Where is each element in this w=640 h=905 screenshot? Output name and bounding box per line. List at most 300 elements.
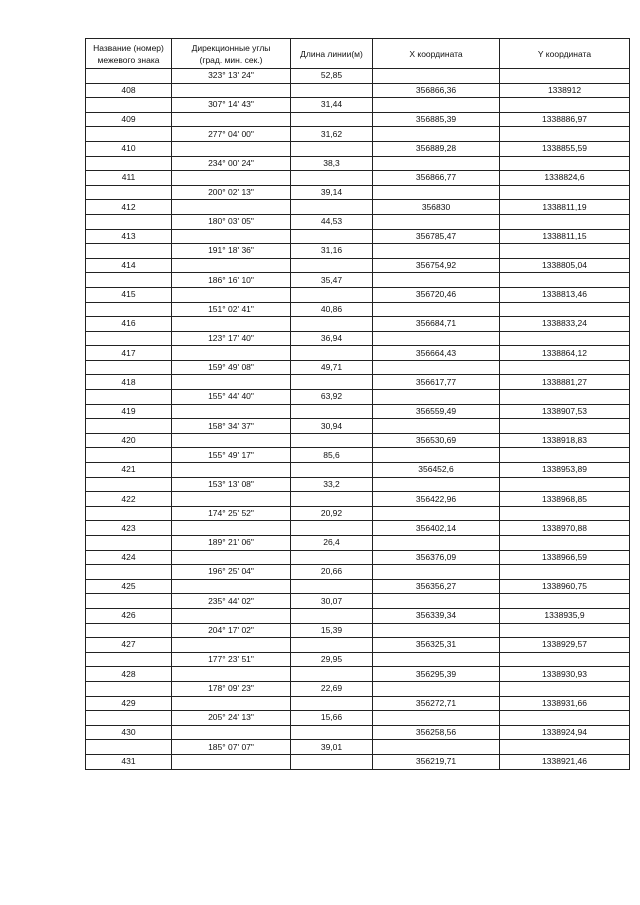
line-length-cell xyxy=(291,492,373,507)
point-name-cell xyxy=(86,302,172,317)
x-coordinate-cell xyxy=(373,652,500,667)
y-coordinate-cell xyxy=(500,302,630,317)
direction-angle-cell: 185° 07' 07" xyxy=(172,740,291,755)
segment-row xyxy=(86,185,630,200)
point-name-cell xyxy=(86,244,172,259)
y-coordinate-cell: 1338921,46 xyxy=(500,754,630,769)
segment-row xyxy=(86,360,630,375)
point-name-cell xyxy=(86,565,172,580)
x-coordinate-cell: 356258,56 xyxy=(373,725,500,740)
point-name-cell xyxy=(86,681,172,696)
direction-angle-cell xyxy=(172,521,291,536)
point-name-cell: 418 xyxy=(86,375,172,390)
x-coordinate-cell xyxy=(373,419,500,434)
point-name-cell: 422 xyxy=(86,492,172,507)
y-coordinate-cell xyxy=(500,244,630,259)
line-length-cell xyxy=(291,667,373,682)
y-coordinate-cell: 1338930,93 xyxy=(500,667,630,682)
point-row xyxy=(86,433,630,448)
segment-row xyxy=(86,127,630,142)
line-length-cell xyxy=(291,696,373,711)
header-direction-angle-line1: Дирекционные углы xyxy=(191,42,271,53)
y-coordinate-cell xyxy=(500,594,630,609)
point-name-cell: 411 xyxy=(86,171,172,186)
segment-row xyxy=(86,652,630,667)
y-coordinate-cell: 1338918,83 xyxy=(500,433,630,448)
line-length-cell xyxy=(291,317,373,332)
point-row xyxy=(86,287,630,302)
y-coordinate-cell: 1338811,19 xyxy=(500,200,630,215)
point-row xyxy=(86,754,630,769)
line-length-cell: 26,4 xyxy=(291,536,373,551)
line-length-cell: 30,94 xyxy=(291,419,373,434)
line-length-cell: 29,95 xyxy=(291,652,373,667)
point-name-cell: 412 xyxy=(86,200,172,215)
x-coordinate-cell: 356866,77 xyxy=(373,171,500,186)
y-coordinate-cell xyxy=(500,156,630,171)
point-row xyxy=(86,608,630,623)
direction-angle-cell xyxy=(172,83,291,98)
x-coordinate-cell: 356885,39 xyxy=(373,112,500,127)
line-length-cell xyxy=(291,229,373,244)
header-point-name-line2: межевого знака xyxy=(97,54,160,65)
direction-angle-cell: 205° 24' 13" xyxy=(172,711,291,726)
y-coordinate-cell: 1338953,89 xyxy=(500,463,630,478)
segment-row xyxy=(86,740,630,755)
direction-angle-cell: 174° 25' 52" xyxy=(172,506,291,521)
segment-row xyxy=(86,565,630,580)
y-coordinate-cell: 1338864,12 xyxy=(500,346,630,361)
point-name-cell xyxy=(86,185,172,200)
point-name-cell: 431 xyxy=(86,754,172,769)
y-coordinate-cell: 1338929,57 xyxy=(500,638,630,653)
x-coordinate-cell xyxy=(373,711,500,726)
header-direction-angle-line2: (град. мин. сек.) xyxy=(199,54,263,65)
y-coordinate-cell: 1338924,94 xyxy=(500,725,630,740)
direction-angle-cell: 155° 44' 40" xyxy=(172,390,291,405)
point-name-cell xyxy=(86,623,172,638)
direction-angle-cell: 177° 23' 51" xyxy=(172,652,291,667)
y-coordinate-cell: 1338935,9 xyxy=(500,608,630,623)
direction-angle-cell: 323° 13' 24" xyxy=(172,69,291,84)
direction-angle-cell xyxy=(172,287,291,302)
point-name-cell: 428 xyxy=(86,667,172,682)
point-row xyxy=(86,229,630,244)
x-coordinate-cell xyxy=(373,302,500,317)
point-name-cell: 417 xyxy=(86,346,172,361)
y-coordinate-cell: 1338966,59 xyxy=(500,550,630,565)
line-length-cell: 85,6 xyxy=(291,448,373,463)
line-length-cell xyxy=(291,200,373,215)
direction-angle-cell xyxy=(172,141,291,156)
line-length-cell: 44,53 xyxy=(291,214,373,229)
point-name-cell: 414 xyxy=(86,258,172,273)
line-length-cell xyxy=(291,579,373,594)
header-point-name xyxy=(86,39,172,69)
segment-row xyxy=(86,390,630,405)
header-row xyxy=(86,39,630,69)
header-y-coordinate: Y координата xyxy=(500,39,630,69)
line-length-cell xyxy=(291,638,373,653)
segment-row xyxy=(86,273,630,288)
x-coordinate-cell xyxy=(373,156,500,171)
segment-row xyxy=(86,156,630,171)
point-name-cell: 423 xyxy=(86,521,172,536)
x-coordinate-cell: 356325,31 xyxy=(373,638,500,653)
direction-angle-cell: 178° 09' 23" xyxy=(172,681,291,696)
x-coordinate-cell xyxy=(373,594,500,609)
line-length-cell: 36,94 xyxy=(291,331,373,346)
point-name-cell xyxy=(86,98,172,113)
line-length-cell: 15,66 xyxy=(291,711,373,726)
header-x-coordinate: X координата xyxy=(373,39,500,69)
point-row xyxy=(86,258,630,273)
point-name-cell: 419 xyxy=(86,404,172,419)
line-length-cell xyxy=(291,258,373,273)
line-length-cell xyxy=(291,83,373,98)
y-coordinate-cell: 1338824,6 xyxy=(500,171,630,186)
x-coordinate-cell: 356866,36 xyxy=(373,83,500,98)
direction-angle-cell xyxy=(172,550,291,565)
point-name-cell: 416 xyxy=(86,317,172,332)
y-coordinate-cell: 1338968,85 xyxy=(500,492,630,507)
y-coordinate-cell xyxy=(500,565,630,580)
line-length-cell: 40,86 xyxy=(291,302,373,317)
x-coordinate-cell: 356356,27 xyxy=(373,579,500,594)
line-length-cell: 31,44 xyxy=(291,98,373,113)
y-coordinate-cell xyxy=(500,652,630,667)
line-length-cell xyxy=(291,171,373,186)
line-length-cell: 39,14 xyxy=(291,185,373,200)
y-coordinate-cell: 1338886,97 xyxy=(500,112,630,127)
direction-angle-cell: 307° 14' 43" xyxy=(172,98,291,113)
header-point-name-line1: Название (номер) xyxy=(93,42,164,53)
point-name-cell xyxy=(86,536,172,551)
y-coordinate-cell: 1338960,75 xyxy=(500,579,630,594)
line-length-cell xyxy=(291,287,373,302)
direction-angle-cell: 234° 00' 24" xyxy=(172,156,291,171)
point-row xyxy=(86,83,630,98)
direction-angle-cell: 196° 25' 04" xyxy=(172,565,291,580)
segment-row xyxy=(86,214,630,229)
x-coordinate-cell xyxy=(373,98,500,113)
point-name-cell xyxy=(86,448,172,463)
direction-angle-cell: 158° 34' 37" xyxy=(172,419,291,434)
x-coordinate-cell: 356664,43 xyxy=(373,346,500,361)
point-row xyxy=(86,463,630,478)
line-length-cell: 15,39 xyxy=(291,623,373,638)
line-length-cell: 35,47 xyxy=(291,273,373,288)
y-coordinate-cell xyxy=(500,448,630,463)
segment-row xyxy=(86,711,630,726)
line-length-cell xyxy=(291,608,373,623)
point-name-cell: 415 xyxy=(86,287,172,302)
segment-row xyxy=(86,419,630,434)
x-coordinate-cell: 356376,09 xyxy=(373,550,500,565)
direction-angle-cell xyxy=(172,667,291,682)
point-row xyxy=(86,317,630,332)
x-coordinate-cell: 356339,34 xyxy=(373,608,500,623)
direction-angle-cell: 180° 03' 05" xyxy=(172,214,291,229)
line-length-cell xyxy=(291,521,373,536)
point-row xyxy=(86,725,630,740)
line-length-cell: 20,66 xyxy=(291,565,373,580)
line-length-cell xyxy=(291,725,373,740)
point-row xyxy=(86,375,630,390)
line-length-cell: 49,71 xyxy=(291,360,373,375)
direction-angle-cell xyxy=(172,492,291,507)
point-name-cell xyxy=(86,127,172,142)
point-row xyxy=(86,346,630,361)
point-name-cell: 420 xyxy=(86,433,172,448)
x-coordinate-cell xyxy=(373,244,500,259)
point-name-cell: 409 xyxy=(86,112,172,127)
boundary-points-table xyxy=(85,38,630,770)
direction-angle-cell xyxy=(172,375,291,390)
y-coordinate-cell xyxy=(500,360,630,375)
y-coordinate-cell xyxy=(500,623,630,638)
x-coordinate-cell xyxy=(373,448,500,463)
y-coordinate-cell xyxy=(500,536,630,551)
x-coordinate-cell: 356785,47 xyxy=(373,229,500,244)
y-coordinate-cell xyxy=(500,331,630,346)
direction-angle-cell: 151° 02' 41" xyxy=(172,302,291,317)
direction-angle-cell xyxy=(172,754,291,769)
direction-angle-cell: 155° 49' 17" xyxy=(172,448,291,463)
point-name-cell xyxy=(86,331,172,346)
x-coordinate-cell: 356530,69 xyxy=(373,433,500,448)
point-row xyxy=(86,171,630,186)
line-length-cell xyxy=(291,141,373,156)
point-name-cell: 426 xyxy=(86,608,172,623)
y-coordinate-cell xyxy=(500,740,630,755)
y-coordinate-cell xyxy=(500,711,630,726)
point-row xyxy=(86,404,630,419)
segment-row xyxy=(86,448,630,463)
line-length-cell: 63,92 xyxy=(291,390,373,405)
x-coordinate-cell xyxy=(373,273,500,288)
y-coordinate-cell: 1338813,46 xyxy=(500,287,630,302)
direction-angle-cell: 200° 02' 13" xyxy=(172,185,291,200)
x-coordinate-cell xyxy=(373,69,500,84)
table-body xyxy=(86,69,630,770)
point-name-cell xyxy=(86,390,172,405)
point-name-cell xyxy=(86,419,172,434)
line-length-cell xyxy=(291,404,373,419)
x-coordinate-cell: 356684,71 xyxy=(373,317,500,332)
point-row xyxy=(86,492,630,507)
line-length-cell xyxy=(291,550,373,565)
point-row xyxy=(86,550,630,565)
direction-angle-cell: 204° 17' 02" xyxy=(172,623,291,638)
header-direction-angle xyxy=(172,39,291,69)
x-coordinate-cell xyxy=(373,506,500,521)
segment-row xyxy=(86,623,630,638)
y-coordinate-cell xyxy=(500,214,630,229)
table-header xyxy=(86,39,630,69)
point-row xyxy=(86,638,630,653)
line-length-cell: 30,07 xyxy=(291,594,373,609)
x-coordinate-cell xyxy=(373,127,500,142)
x-coordinate-cell xyxy=(373,390,500,405)
segment-row xyxy=(86,594,630,609)
point-name-cell: 413 xyxy=(86,229,172,244)
y-coordinate-cell: 1338970,88 xyxy=(500,521,630,536)
point-name-cell: 408 xyxy=(86,83,172,98)
x-coordinate-cell: 356422,96 xyxy=(373,492,500,507)
y-coordinate-cell xyxy=(500,681,630,696)
point-row xyxy=(86,696,630,711)
y-coordinate-cell xyxy=(500,419,630,434)
point-name-cell xyxy=(86,273,172,288)
point-name-cell xyxy=(86,740,172,755)
line-length-cell xyxy=(291,754,373,769)
segment-row xyxy=(86,98,630,113)
segment-row xyxy=(86,244,630,259)
x-coordinate-cell xyxy=(373,565,500,580)
point-name-cell xyxy=(86,506,172,521)
y-coordinate-cell xyxy=(500,98,630,113)
direction-angle-cell: 235° 44' 02" xyxy=(172,594,291,609)
x-coordinate-cell: 356272,71 xyxy=(373,696,500,711)
line-length-cell: 52,85 xyxy=(291,69,373,84)
direction-angle-cell xyxy=(172,346,291,361)
point-row xyxy=(86,112,630,127)
point-name-cell: 430 xyxy=(86,725,172,740)
point-name-cell xyxy=(86,652,172,667)
direction-angle-cell: 189° 21' 06" xyxy=(172,536,291,551)
segment-row xyxy=(86,681,630,696)
x-coordinate-cell xyxy=(373,477,500,492)
point-row xyxy=(86,200,630,215)
direction-angle-cell xyxy=(172,258,291,273)
direction-angle-cell xyxy=(172,638,291,653)
x-coordinate-cell: 356889,28 xyxy=(373,141,500,156)
point-name-cell xyxy=(86,69,172,84)
x-coordinate-cell xyxy=(373,623,500,638)
direction-angle-cell xyxy=(172,171,291,186)
y-coordinate-cell: 1338833,24 xyxy=(500,317,630,332)
direction-angle-cell xyxy=(172,200,291,215)
line-length-cell: 20,92 xyxy=(291,506,373,521)
line-length-cell: 38,3 xyxy=(291,156,373,171)
direction-angle-cell xyxy=(172,725,291,740)
y-coordinate-cell: 1338805,04 xyxy=(500,258,630,273)
segment-row xyxy=(86,69,630,84)
point-name-cell: 410 xyxy=(86,141,172,156)
point-name-cell xyxy=(86,711,172,726)
y-coordinate-cell: 1338931,66 xyxy=(500,696,630,711)
x-coordinate-cell: 356720,46 xyxy=(373,287,500,302)
x-coordinate-cell xyxy=(373,185,500,200)
point-row xyxy=(86,141,630,156)
point-name-cell: 424 xyxy=(86,550,172,565)
x-coordinate-cell: 356559,49 xyxy=(373,404,500,419)
x-coordinate-cell xyxy=(373,740,500,755)
x-coordinate-cell xyxy=(373,331,500,346)
y-coordinate-cell: 1338907,53 xyxy=(500,404,630,419)
point-name-cell: 425 xyxy=(86,579,172,594)
point-name-cell xyxy=(86,594,172,609)
y-coordinate-cell xyxy=(500,273,630,288)
segment-row xyxy=(86,331,630,346)
direction-angle-cell xyxy=(172,696,291,711)
x-coordinate-cell: 356830 xyxy=(373,200,500,215)
direction-angle-cell: 186° 16' 10" xyxy=(172,273,291,288)
x-coordinate-cell: 356754,92 xyxy=(373,258,500,273)
y-coordinate-cell xyxy=(500,185,630,200)
direction-angle-cell xyxy=(172,579,291,594)
y-coordinate-cell: 1338881,27 xyxy=(500,375,630,390)
direction-angle-cell: 159° 49' 08" xyxy=(172,360,291,375)
segment-row xyxy=(86,477,630,492)
direction-angle-cell xyxy=(172,433,291,448)
y-coordinate-cell xyxy=(500,506,630,521)
direction-angle-cell: 277° 04' 00" xyxy=(172,127,291,142)
y-coordinate-cell: 1338912 xyxy=(500,83,630,98)
x-coordinate-cell xyxy=(373,360,500,375)
point-row xyxy=(86,521,630,536)
line-length-cell: 31,16 xyxy=(291,244,373,259)
y-coordinate-cell xyxy=(500,69,630,84)
segment-row xyxy=(86,506,630,521)
line-length-cell: 31,62 xyxy=(291,127,373,142)
point-name-cell xyxy=(86,360,172,375)
x-coordinate-cell: 356617,77 xyxy=(373,375,500,390)
direction-angle-cell: 123° 17' 40" xyxy=(172,331,291,346)
point-name-cell: 427 xyxy=(86,638,172,653)
line-length-cell: 33,2 xyxy=(291,477,373,492)
direction-angle-cell xyxy=(172,229,291,244)
x-coordinate-cell: 356295,39 xyxy=(373,667,500,682)
point-name-cell xyxy=(86,477,172,492)
point-name-cell: 421 xyxy=(86,463,172,478)
segment-row xyxy=(86,536,630,551)
x-coordinate-cell xyxy=(373,214,500,229)
y-coordinate-cell: 1338811,15 xyxy=(500,229,630,244)
line-length-cell xyxy=(291,112,373,127)
x-coordinate-cell: 356452,6 xyxy=(373,463,500,478)
x-coordinate-cell xyxy=(373,681,500,696)
line-length-cell xyxy=(291,433,373,448)
direction-angle-cell: 153° 13' 08" xyxy=(172,477,291,492)
direction-angle-cell xyxy=(172,112,291,127)
direction-angle-cell xyxy=(172,463,291,478)
point-name-cell: 429 xyxy=(86,696,172,711)
x-coordinate-cell xyxy=(373,536,500,551)
direction-angle-cell xyxy=(172,404,291,419)
point-row xyxy=(86,579,630,594)
line-length-cell: 22,69 xyxy=(291,681,373,696)
line-length-cell xyxy=(291,463,373,478)
y-coordinate-cell xyxy=(500,477,630,492)
x-coordinate-cell: 356219,71 xyxy=(373,754,500,769)
y-coordinate-cell xyxy=(500,127,630,142)
y-coordinate-cell: 1338855,59 xyxy=(500,141,630,156)
point-name-cell xyxy=(86,214,172,229)
segment-row xyxy=(86,302,630,317)
direction-angle-cell: 191° 18' 36" xyxy=(172,244,291,259)
header-line-length: Длина линии(м) xyxy=(291,39,373,69)
line-length-cell: 39,01 xyxy=(291,740,373,755)
y-coordinate-cell xyxy=(500,390,630,405)
line-length-cell xyxy=(291,375,373,390)
direction-angle-cell xyxy=(172,317,291,332)
point-name-cell xyxy=(86,156,172,171)
line-length-cell xyxy=(291,346,373,361)
point-row xyxy=(86,667,630,682)
direction-angle-cell xyxy=(172,608,291,623)
